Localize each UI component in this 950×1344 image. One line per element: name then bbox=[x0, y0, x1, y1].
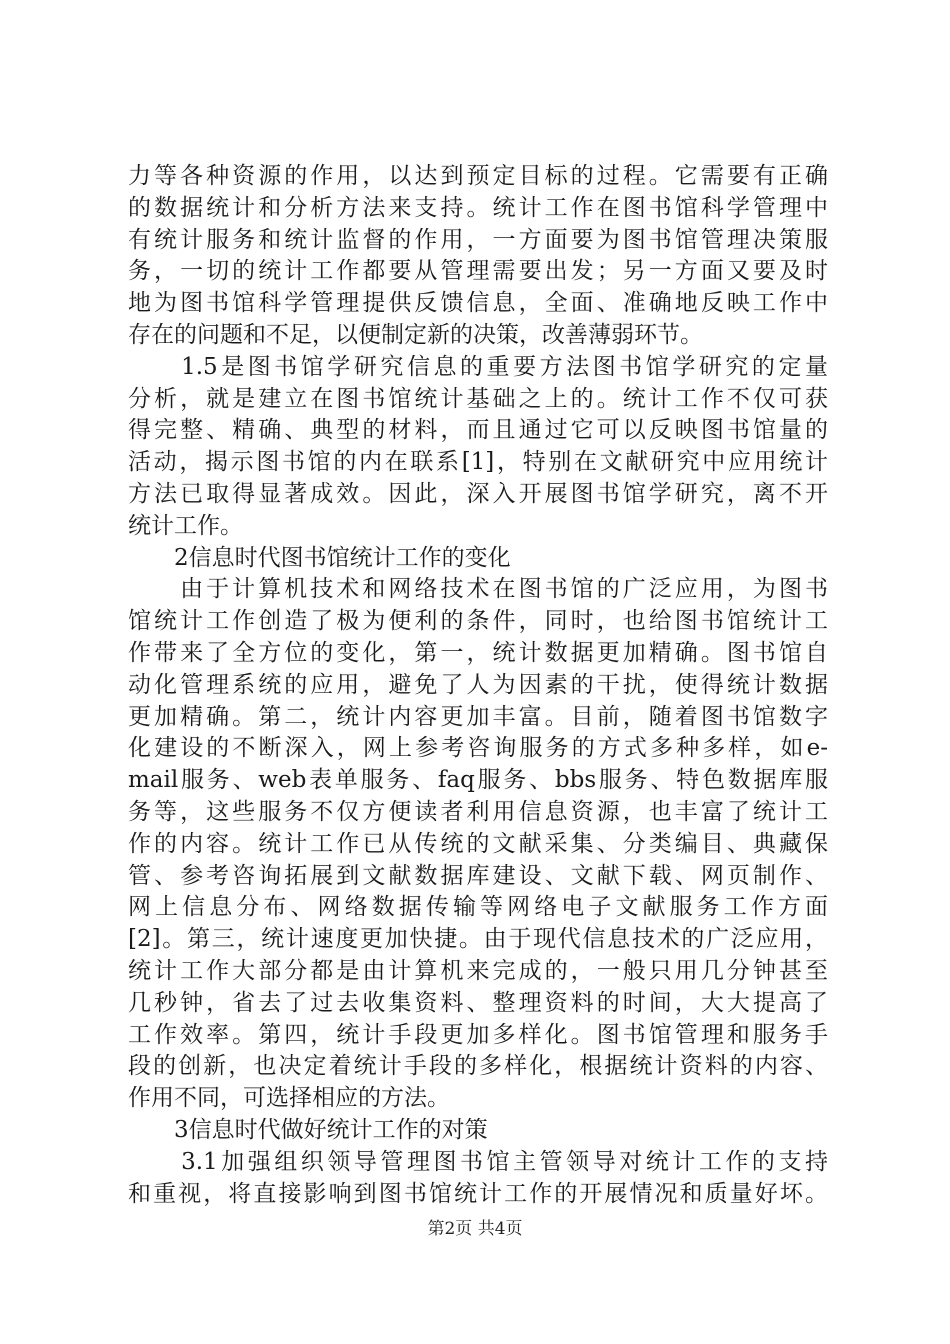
text-line: 统计工作。 bbox=[128, 512, 243, 539]
text-line: 管、参考咨询拓展到文献数据库建设、文献下载、网页制作、 bbox=[128, 862, 828, 889]
text-line: [2]。第三，统计速度更加快捷。由于现代信息技术的广泛应用， bbox=[128, 926, 828, 953]
text-line: 得完整、精确、典型的材料，而且通过它可以反映图书馆量的 bbox=[128, 417, 828, 444]
text-line: 分析，就是建立在图书馆统计基础之上的。统计工作不仅可获 bbox=[128, 385, 828, 412]
text-line: 1.5是图书馆学研究信息的重要方法图书馆学研究的定量 bbox=[128, 353, 828, 380]
page-number-footer: 第2页 共4页 bbox=[427, 1219, 523, 1239]
text-line: 段的创新，也决定着统计手段的多样化，根据统计资料的内容、 bbox=[128, 1053, 828, 1080]
text-line: 力等各种资源的作用，以达到预定目标的过程。它需要有正确 bbox=[128, 163, 828, 189]
text-line: 的数据统计和分析方法来支持。统计工作在图书馆科学管理中 bbox=[128, 194, 828, 221]
text-line: mail服务、web表单服务、faq服务、bbs服务、特色数据库服 bbox=[128, 767, 828, 794]
text-line: 馆统计工作创造了极为便利的条件，同时，也给图书馆统计工 bbox=[128, 608, 828, 635]
text-line: 工作效率。第四，统计手段更加多样化。图书馆管理和服务手 bbox=[128, 1021, 828, 1048]
text-line: 活动，揭示图书馆的内在联系[1]，特别在文献研究中应用统计 bbox=[128, 449, 828, 476]
text-line: 作的内容。统计工作已从传统的文献采集、分类编目、典藏保 bbox=[128, 830, 828, 857]
text-line: 务等，这些服务不仅方便读者利用信息资源，也丰富了统计工 bbox=[128, 798, 828, 825]
text-line: 由于计算机技术和网络技术在图书馆的广泛应用，为图书 bbox=[128, 576, 828, 603]
text-line: 网上信息分布、网络数据传输等网络电子文献服务工作方面 bbox=[128, 894, 828, 921]
body-text bbox=[128, 161, 828, 1210]
text-line: 化建设的不断深入，网上参考咨询服务的方式多种多样，如e- bbox=[128, 735, 828, 762]
text-line: 作用不同，可选择相应的方法。 bbox=[128, 1085, 450, 1112]
text-line: 方法已取得显著成效。因此，深入开展图书馆学研究，离不开 bbox=[128, 480, 828, 507]
text-line: 动化管理系统的应用，避免了人为因素的干扰，使得统计数据 bbox=[128, 671, 828, 698]
text-line: 务，一切的统计工作都要从管理需要出发；另一方面又要及时 bbox=[128, 258, 828, 285]
text-line: 几秒钟，省去了过去收集资料、整理资料的时间，大大提高了 bbox=[128, 989, 828, 1016]
text-line: 作带来了全方位的变化，第一，统计数据更加精确。图书馆自 bbox=[128, 639, 828, 666]
section-heading: 3信息时代做好统计工作的对策 bbox=[128, 1116, 488, 1143]
text-line: 3.1加强组织领导管理图书馆主管领导对统计工作的支持 bbox=[128, 1148, 828, 1175]
text-line: 存在的问题和不足，以便制定新的决策，改善薄弱环节。 bbox=[128, 321, 703, 348]
text-line: 有统计服务和统计监督的作用，一方面要为图书馆管理决策服 bbox=[128, 226, 828, 253]
text-line: 统计工作大部分都是由计算机来完成的，一般只用几分钟甚至 bbox=[128, 957, 828, 984]
section-heading: 2信息时代图书馆统计工作的变化 bbox=[128, 544, 511, 571]
text-line: 地为图书馆科学管理提供反馈信息，全面、准确地反映工作中 bbox=[128, 290, 828, 317]
text-line: 和重视，将直接影响到图书馆统计工作的开展情况和质量好坏。 bbox=[128, 1180, 828, 1207]
text-line: 更加精确。第二，统计内容更加丰富。目前，随着图书馆数字 bbox=[128, 703, 828, 730]
